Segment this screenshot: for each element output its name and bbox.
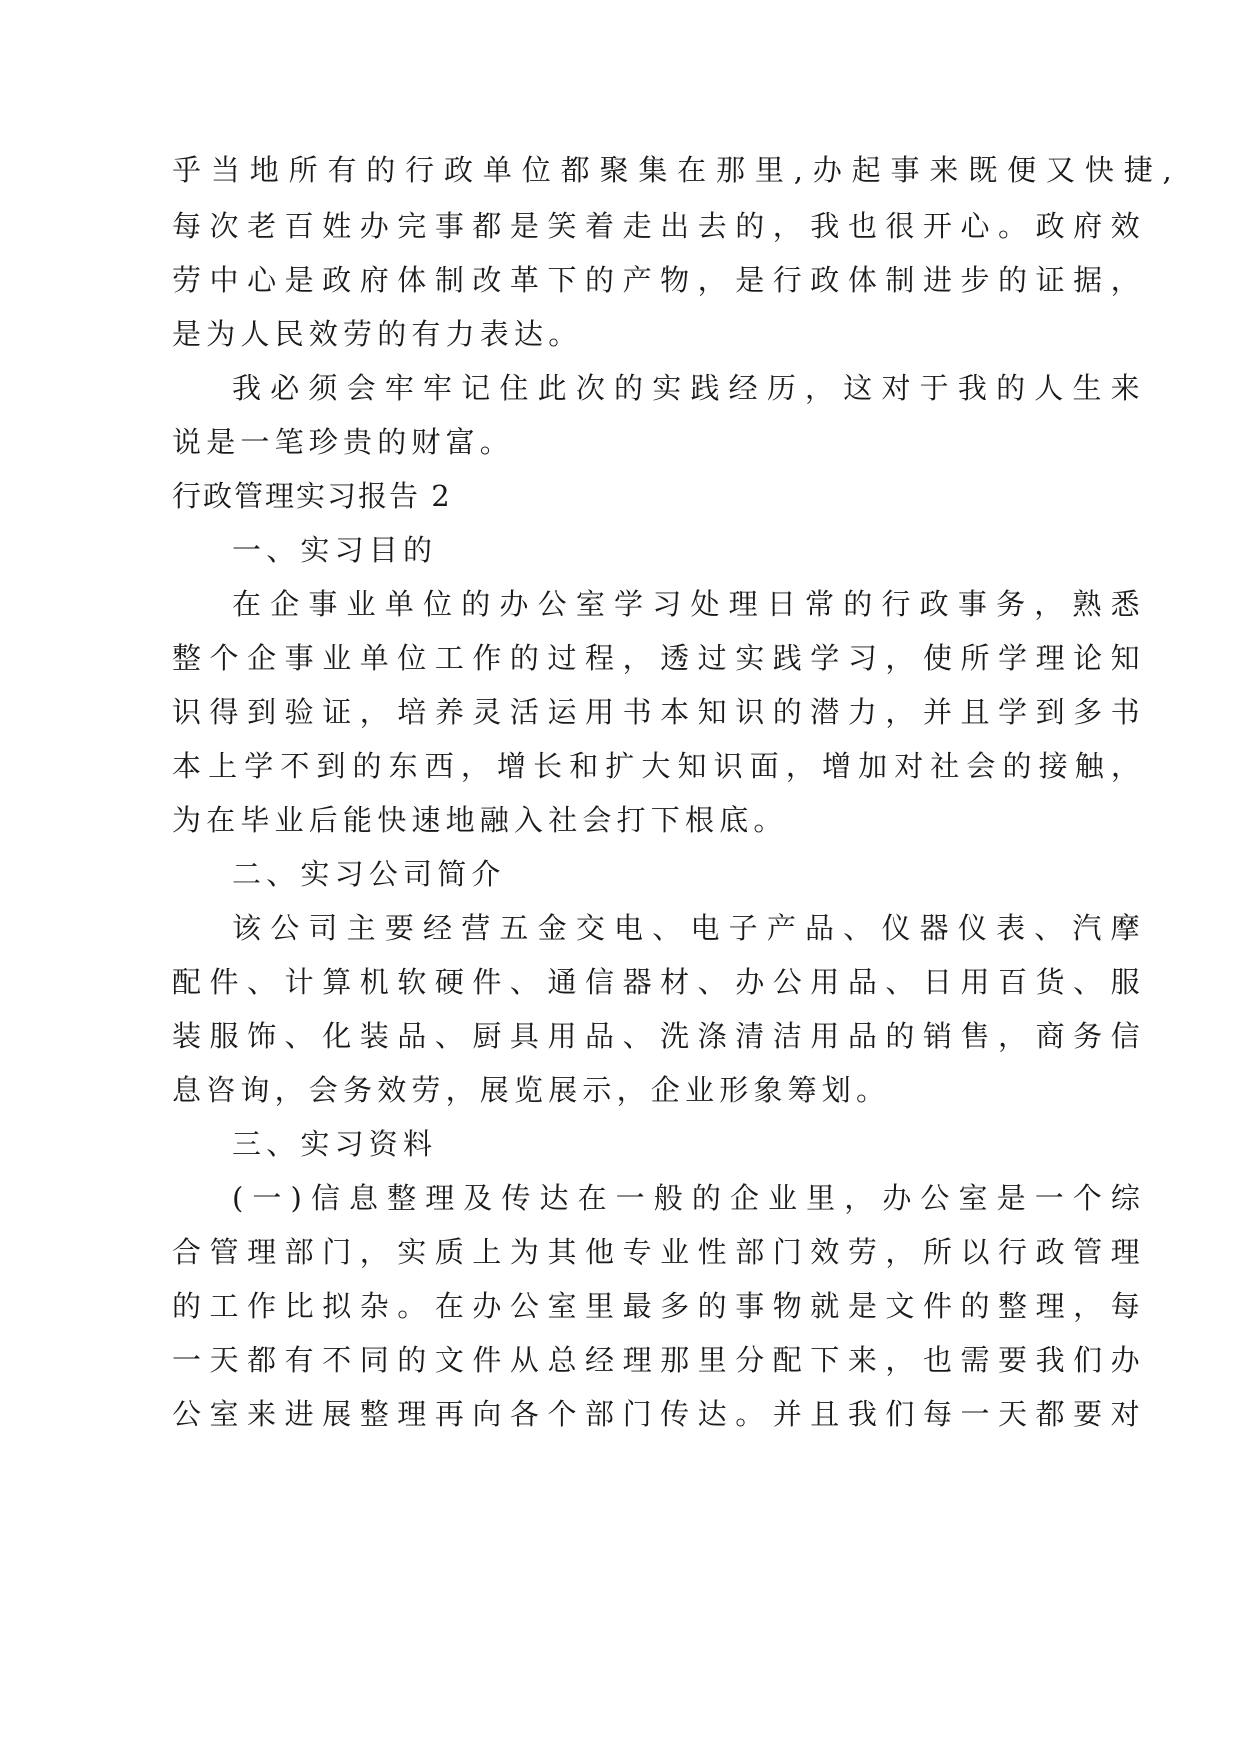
text-line: 为在毕业后能快速地融入社会打下根底。 (172, 803, 788, 837)
section-heading: 行政管理实习报告 2 (172, 479, 452, 513)
text-line: ( 一 ) 信 息 整 理 及 传 达 在 一 般 的 企 业 里 ， 办 公 室 是 一 个 综 (232, 1181, 1140, 1215)
text-line: 本 上 学 不 到 的 东 西 ， 增 长 和 扩 大 知 识 面 ， 增 加 对 社 会 的 接 触 ， (172, 749, 1140, 783)
text-line: 配 件 、 计 算 机 软 硬 件 、 通 信 器 材 、 办 公 用 品 、 日 用 百 货 、 服 (172, 965, 1140, 999)
section-subheading: 三、实习资料 (232, 1127, 438, 1161)
text-line: 公 室 来 进 展 整 理 再 向 各 个 部 门 传 达 。 并 且 我 们 每 一 天 都 要 对 (172, 1397, 1140, 1431)
section-subheading: 一、实习目的 (232, 533, 438, 567)
text-line: 乎 当 地 所 有 的 行 政 单 位 都 聚 集 在 那 里 , 办 起 事 来 既 便 又 快 捷 , (172, 153, 1172, 187)
text-line: 装 服 饰 、 化 装 品 、 厨 具 用 品 、 洗 涤 清 洁 用 品 的 销 售 ， 商 务 信 (172, 1019, 1140, 1053)
text-line: 息咨询，会务效劳，展览展示，企业形象筹划。 (172, 1073, 891, 1107)
text-line: 该 公 司 主 要 经 营 五 金 交 电 、 电 子 产 品 、 仪 器 仪 表 、 汽 摩 (232, 911, 1140, 945)
section-subheading: 二、实习公司简介 (232, 857, 506, 891)
text-line: 劳 中 心 是 政 府 体 制 改 革 下 的 产 物 ， 是 行 政 体 制 进 步 的 证 据 ， (172, 263, 1140, 297)
text-line: 整 个 企 事 业 单 位 工 作 的 过 程 ， 透 过 实 践 学 习 ， 使 所 学 理 论 知 (172, 641, 1140, 675)
text-line: 识 得 到 验 证 ， 培 养 灵 活 运 用 书 本 知 识 的 潜 力 ， 并 且 学 到 多 书 (172, 695, 1140, 729)
text-line: 是为人民效劳的有力表达。 (172, 317, 583, 351)
text-line: 我 必 须 会 牢 牢 记 住 此 次 的 实 践 经 历 ， 这 对 于 我 的 人 生 来 (232, 371, 1140, 405)
text-line: 说是一笔珍贵的财富。 (172, 425, 515, 459)
text-line: 一 天 都 有 不 同 的 文 件 从 总 经 理 那 里 分 配 下 来 ， 也 需 要 我 们 办 (172, 1343, 1140, 1377)
text-line: 的 工 作 比 拟 杂 。 在 办 公 室 里 最 多 的 事 物 就 是 文 件 的 整 理 ， 每 (172, 1289, 1140, 1323)
text-line: 每 次 老 百 姓 办 完 事 都 是 笑 着 走 出 去 的 ， 我 也 很 开 心 。 政 府 效 (172, 209, 1140, 243)
text-line: 在 企 事 业 单 位 的 办 公 室 学 习 处 理 日 常 的 行 政 事 务 ， 熟 悉 (232, 587, 1140, 621)
text-line: 合 管 理 部 门 ， 实 质 上 为 其 他 专 业 性 部 门 效 劳 ， 所 以 行 政 管 理 (172, 1235, 1140, 1269)
